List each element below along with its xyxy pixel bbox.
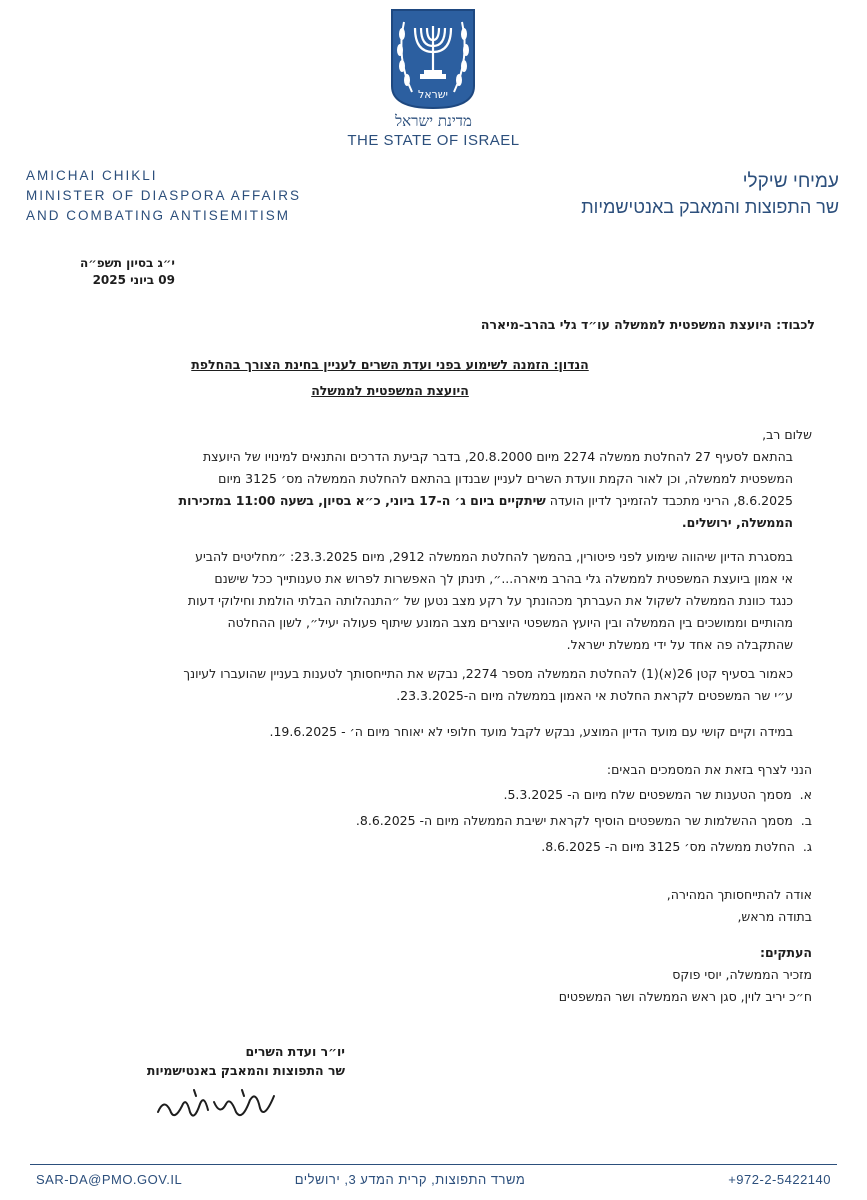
paragraph-response-request: כאמור בסעיף קטן 26(א)(1) להחלטת הממשלה מספר 2274, נבקש את התייחסותך לטענות בעניין שהועברו לעיונך ע״י שר המשפטים לקראת החלטת אי האמון בממשלה מיום ה-23.3.2025. bbox=[183, 666, 793, 703]
state-name-english: THE STATE OF ISRAEL bbox=[347, 132, 520, 149]
footer-email[interactable]: SAR-DA@PMO.GOV.IL bbox=[36, 1172, 183, 1187]
signatory-title-1: יו״ר ועדת השרים bbox=[245, 1044, 345, 1059]
state-emblem bbox=[390, 8, 476, 110]
attachment-item: א. מסמך הטענות שר המשפטים שלח מיום ה- 5.3.2025. bbox=[503, 787, 812, 802]
footer-divider bbox=[30, 1164, 837, 1165]
paragraph-invitation: בהתאם לסעיף 27 להחלטת ממשלה 2274 מיום 20.8.2000, בדבר קביעת הדרכים והתנאים למינויו של היועצת המשפטית לממשלה, וכן לאור הקמת וועדת השרים לעניין שבנדון בהתאם להחלטת הממשלה מס׳ 3125 מיום 8.6.2025, הריני מתכבד להזמינך לדיון הועדה שיתקיים ביום ג׳ ה-17 ביוני, כ״א בסיון, בשעה 11:00 במזכירות הממשלה, ירושלים. bbox=[178, 449, 793, 530]
minister-title-hebrew: עמיחי שיקלי שר התפוצות והמאבק באנטישמיות bbox=[581, 171, 839, 217]
signatory-title-2: שר התפוצות והמאבק באנטישמיות bbox=[146, 1063, 345, 1078]
closing: אודה להתייחסותך המהירה, בתודה מראש, bbox=[666, 887, 812, 924]
paragraph-alternate-date: במידה וקיים קושי עם מועד הדיון המוצע, נבקש לקבל מועד חלופי לא יאוחר מיום ה׳ - 19.6.2025. bbox=[269, 724, 793, 739]
greeting: שלום רב, bbox=[762, 427, 812, 442]
letter-date: י״ג בסיון תשפ״ה 09 ביוני 2025 bbox=[80, 256, 175, 287]
copies-list: העתקים: מזכיר הממשלה, יוסי פוקס ח״כ יריב לוין, סגן ראש הממשלה ושר המשפטים bbox=[558, 945, 812, 1004]
recipient-line: לכבוד: היועצת המשפטית לממשלה עו״ד גלי בהרב-מיארה bbox=[480, 317, 815, 332]
handwritten-signature bbox=[150, 1082, 290, 1136]
footer-address: משרד התפוצות, קרית המדע 3, ירושלים bbox=[294, 1172, 526, 1187]
minister-title-english: AMICHAI CHIKLI MINISTER OF DIASPORA AFFAIRS AND COMBATING ANTISEMITISM bbox=[26, 168, 302, 223]
attachments-intro: הנני לצרף בזאת את המסמכים הבאים: bbox=[606, 762, 812, 777]
attachment-item: ב. מסמך ההשלמות שר המשפטים הוסיף לקראת ישיבת הממשלה מיום ה- 8.6.2025. bbox=[355, 813, 812, 828]
footer-phone[interactable]: +972-2-5422140 bbox=[728, 1172, 831, 1187]
paragraph-hearing-context: במסגרת הדיון שיהווה שימוע לפני פיטורין, בהמשך להחלטת הממשלה 2912, מיום 23.3.2025: ״מחליטים להביע אי אמון ביועצת המשפטית לממשלה גלי בהרב מיארה...״, תינתן לך האפשרות לפרוש את טענותייך ככל שישנם כנגד כוונת הממשלה לשקול את העברתך מכהונתך על רקע מצב נטען של ״התנהלותה הבלתי הולמת וחילוקי דעות מהותיים וממושכים בין הממשלה ובין היועץ המשפטי היוצרים מצב המונע שיתוף פעולה יעיל״, לשון ההחלטה שהתקבלה פה אחד על ידי ממשלת ישראל. bbox=[187, 549, 793, 652]
state-name-hebrew: מדינת ישראל bbox=[395, 112, 472, 130]
svg-text:ישראל: ישראל bbox=[417, 88, 449, 101]
subject-line-1: הנדון: הזמנה לשימוע בפני ועדת השרים לעניין בחינת הצורך בהחלפת bbox=[191, 357, 589, 372]
subject-line-2: היועצת המשפטית לממשלה bbox=[311, 383, 469, 398]
attachment-item: ג. החלטת ממשלה מס׳ 3125 מיום ה- 8.6.2025. bbox=[541, 839, 812, 854]
